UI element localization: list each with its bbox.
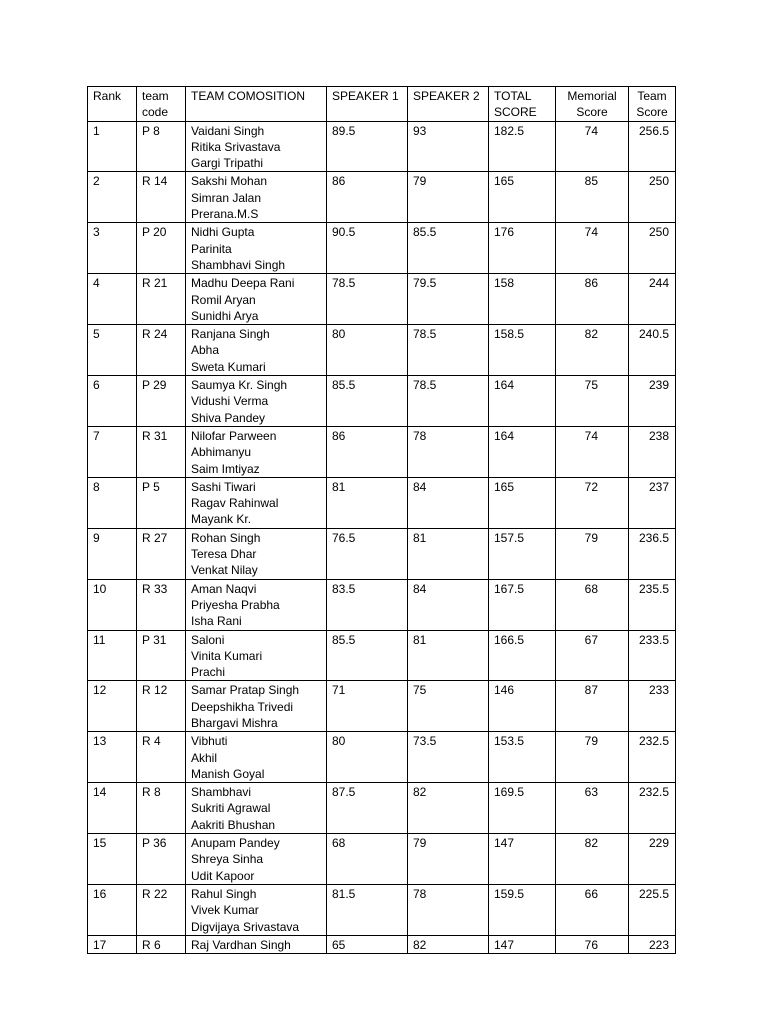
- team-member-name: Isha Rani: [191, 614, 242, 629]
- team-member-name: Shreya Sinha: [191, 852, 264, 867]
- speaker-1-cell: 80: [327, 732, 408, 783]
- rank-cell: 17: [88, 935, 137, 953]
- header-total-score-line: TOTAL: [494, 89, 532, 103]
- team-member-name: Rohan Singh: [191, 530, 261, 545]
- rank-cell: 3: [88, 223, 137, 274]
- header-memorial-score-line: Score: [576, 105, 608, 120]
- total-score-cell: 164: [489, 376, 556, 427]
- team-member-name: Vivek Kumar: [191, 903, 259, 918]
- memorial-score-cell: 82: [556, 834, 629, 885]
- total-score-cell: 165: [489, 477, 556, 528]
- team-member-name: Vidushi Verma: [191, 394, 269, 409]
- team-score-cell: 229: [629, 834, 676, 885]
- total-score-cell: 169.5: [489, 783, 556, 834]
- team-member-name: Raj Vardhan Singh: [191, 937, 291, 952]
- memorial-score-cell: 63: [556, 783, 629, 834]
- total-score-cell: 182.5: [489, 121, 556, 172]
- speaker-2-cell: 73.5: [408, 732, 489, 783]
- memorial-score-cell: 75: [556, 376, 629, 427]
- rank-cell: 13: [88, 732, 137, 783]
- table-row: [88, 172, 676, 223]
- speaker-1-cell: 80: [327, 325, 408, 376]
- header-team-composition: TEAM COMOSITION: [186, 87, 327, 122]
- total-score-cell: 146: [489, 681, 556, 732]
- rank-cell: 4: [88, 274, 137, 325]
- total-score-cell: 167.5: [489, 579, 556, 630]
- header-team-code: [137, 87, 186, 122]
- speaker-2-cell: 79: [408, 834, 489, 885]
- team-member-name: Prachi: [191, 665, 226, 680]
- memorial-score-cell: 82: [556, 325, 629, 376]
- team-score-cell: 244: [629, 274, 676, 325]
- team-composition-cell: [186, 121, 327, 172]
- header-team-code-line: code: [142, 105, 169, 120]
- table-row: [88, 579, 676, 630]
- team-composition-cell: [186, 528, 327, 579]
- team-score-cell: 250: [629, 172, 676, 223]
- team-member-name: Bhargavi Mishra: [191, 715, 278, 730]
- team-member-name: Parinita: [191, 241, 232, 256]
- speaker-1-cell: 90.5: [327, 223, 408, 274]
- team-code-cell: R 21: [137, 274, 186, 325]
- team-code-cell: R 6: [137, 935, 186, 953]
- total-score-cell: 159.5: [489, 884, 556, 935]
- team-composition-cell: [186, 325, 327, 376]
- header-total-score-line: SCORE: [494, 105, 537, 120]
- table-row: [88, 121, 676, 172]
- table-body: [88, 121, 676, 954]
- total-score-cell: 165: [489, 172, 556, 223]
- speaker-2-cell: 79: [408, 172, 489, 223]
- team-score-cell: 239: [629, 376, 676, 427]
- team-composition-cell: [186, 477, 327, 528]
- speaker-1-cell: 81.5: [327, 884, 408, 935]
- team-composition-cell: [186, 783, 327, 834]
- team-composition-cell: [186, 732, 327, 783]
- header-memorial-score: [556, 87, 629, 122]
- total-score-cell: 158: [489, 274, 556, 325]
- team-member-name: Ranjana Singh: [191, 327, 270, 342]
- speaker-1-cell: 76.5: [327, 528, 408, 579]
- team-member-name: Shiva Pandey: [191, 410, 266, 425]
- memorial-score-cell: 67: [556, 630, 629, 681]
- header-total-score: [489, 87, 556, 122]
- memorial-score-cell: 74: [556, 426, 629, 477]
- team-composition-cell: [186, 630, 327, 681]
- team-composition-cell: [186, 681, 327, 732]
- team-code-cell: R 31: [137, 426, 186, 477]
- team-code-cell: R 14: [137, 172, 186, 223]
- team-code-cell: R 24: [137, 325, 186, 376]
- team-member-name: Ragav Rahinwal: [191, 496, 279, 511]
- team-member-name: Sweta Kumari: [191, 359, 266, 374]
- table-row: [88, 884, 676, 935]
- team-member-name: Saim Imtiyaz: [191, 461, 260, 476]
- team-code-cell: R 22: [137, 884, 186, 935]
- memorial-score-cell: 74: [556, 121, 629, 172]
- rank-cell: 1: [88, 121, 137, 172]
- team-composition-cell: [186, 376, 327, 427]
- team-code-cell: P 8: [137, 121, 186, 172]
- total-score-cell: 164: [489, 426, 556, 477]
- team-score-cell: 240.5: [629, 325, 676, 376]
- team-member-name: Mayank Kr.: [191, 512, 252, 527]
- rank-cell: 16: [88, 884, 137, 935]
- team-member-name: Nidhi Gupta: [191, 225, 255, 240]
- speaker-2-cell: 78.5: [408, 325, 489, 376]
- team-code-cell: P 20: [137, 223, 186, 274]
- team-score-cell: 233.5: [629, 630, 676, 681]
- team-code-cell: R 12: [137, 681, 186, 732]
- speaker-1-cell: 78.5: [327, 274, 408, 325]
- total-score-cell: 158.5: [489, 325, 556, 376]
- team-member-name: Digvijaya Srivastava: [191, 919, 300, 934]
- speaker-1-cell: 86: [327, 426, 408, 477]
- speaker-2-cell: 79.5: [408, 274, 489, 325]
- rank-cell: 7: [88, 426, 137, 477]
- team-member-name: Ritika Srivastava: [191, 139, 281, 154]
- memorial-score-cell: 79: [556, 528, 629, 579]
- team-member-name: Abha: [191, 343, 220, 358]
- rank-cell: 15: [88, 834, 137, 885]
- team-composition-cell: [186, 223, 327, 274]
- team-member-name: Prerana.M.S: [191, 207, 259, 222]
- speaker-2-cell: 81: [408, 630, 489, 681]
- speaker-1-cell: 85.5: [327, 376, 408, 427]
- rank-cell: 11: [88, 630, 137, 681]
- table-row: [88, 834, 676, 885]
- team-score-cell: 233: [629, 681, 676, 732]
- table-row: [88, 376, 676, 427]
- team-composition-cell: [186, 426, 327, 477]
- team-member-name: Sukriti Agrawal: [191, 801, 271, 816]
- team-member-name: Rahul Singh: [191, 886, 257, 901]
- total-score-cell: 147: [489, 834, 556, 885]
- team-member-name: Teresa Dhar: [191, 547, 257, 562]
- speaker-2-cell: 75: [408, 681, 489, 732]
- team-score-cell: 238: [629, 426, 676, 477]
- team-member-name: Vibhuti: [191, 734, 228, 749]
- memorial-score-cell: 87: [556, 681, 629, 732]
- memorial-score-cell: 79: [556, 732, 629, 783]
- team-code-cell: P 36: [137, 834, 186, 885]
- memorial-score-cell: 76: [556, 935, 629, 953]
- speaker-1-cell: 86: [327, 172, 408, 223]
- table-row: [88, 274, 676, 325]
- memorial-score-cell: 74: [556, 223, 629, 274]
- team-member-name: Priyesha Prabha: [191, 597, 280, 612]
- speaker-1-cell: 85.5: [327, 630, 408, 681]
- speaker-2-cell: 84: [408, 477, 489, 528]
- team-composition-cell: [186, 274, 327, 325]
- speaker-2-cell: 85.5: [408, 223, 489, 274]
- team-score-cell: 232.5: [629, 732, 676, 783]
- speaker-2-cell: 82: [408, 783, 489, 834]
- team-score-cell: 223: [629, 935, 676, 953]
- table-row: [88, 681, 676, 732]
- header-team-code-line: team: [142, 89, 169, 103]
- memorial-score-cell: 68: [556, 579, 629, 630]
- team-code-cell: R 27: [137, 528, 186, 579]
- team-code-cell: P 31: [137, 630, 186, 681]
- total-score-cell: 153.5: [489, 732, 556, 783]
- team-code-cell: P 29: [137, 376, 186, 427]
- team-score-cell: 232.5: [629, 783, 676, 834]
- speaker-2-cell: 78: [408, 884, 489, 935]
- team-score-cell: 236.5: [629, 528, 676, 579]
- team-member-name: Saloni: [191, 632, 225, 647]
- team-member-name: Madhu Deepa Rani: [191, 276, 295, 291]
- team-member-name: Aakriti Bhushan: [191, 817, 276, 832]
- team-composition-cell: [186, 579, 327, 630]
- speaker-2-cell: 78: [408, 426, 489, 477]
- team-score-cell: 235.5: [629, 579, 676, 630]
- header-team-score-line: Score: [636, 105, 668, 120]
- table-row: [88, 935, 676, 953]
- total-score-cell: 157.5: [489, 528, 556, 579]
- team-member-name: Gargi Tripathi: [191, 156, 264, 171]
- team-member-name: Venkat Nilay: [191, 563, 258, 578]
- table-row: [88, 223, 676, 274]
- team-code-cell: P 5: [137, 477, 186, 528]
- rank-cell: 9: [88, 528, 137, 579]
- team-member-name: Aman Naqvi: [191, 581, 257, 596]
- team-code-cell: R 8: [137, 783, 186, 834]
- header-team-score: [629, 87, 676, 122]
- header-rank: Rank: [88, 87, 137, 122]
- team-score-cell: 237: [629, 477, 676, 528]
- rank-cell: 8: [88, 477, 137, 528]
- team-member-name: Saumya Kr. Singh: [191, 378, 288, 393]
- table-row: [88, 783, 676, 834]
- team-member-name: Romil Aryan: [191, 292, 256, 307]
- team-member-name: Vaidani Singh: [191, 123, 265, 138]
- speaker-2-cell: 93: [408, 121, 489, 172]
- team-member-name: Abhimanyu: [191, 445, 252, 460]
- team-member-name: Nilofar Parween: [191, 428, 277, 443]
- team-score-cell: 250: [629, 223, 676, 274]
- header-speaker-1: SPEAKER 1: [327, 87, 408, 122]
- team-composition-cell: [186, 935, 327, 953]
- team-member-name: Vinita Kumari: [191, 648, 263, 663]
- speaker-1-cell: 89.5: [327, 121, 408, 172]
- rank-cell: 2: [88, 172, 137, 223]
- total-score-cell: 176: [489, 223, 556, 274]
- table-row: [88, 426, 676, 477]
- header-row: [88, 87, 676, 122]
- table-row: [88, 630, 676, 681]
- results-table: [87, 86, 676, 954]
- table-row: [88, 528, 676, 579]
- team-member-name: Manish Goyal: [191, 766, 265, 781]
- team-member-name: Anupam Pandey: [191, 836, 280, 851]
- team-member-name: Shambhavi Singh: [191, 257, 286, 272]
- speaker-2-cell: 81: [408, 528, 489, 579]
- table-row: [88, 732, 676, 783]
- speaker-1-cell: 87.5: [327, 783, 408, 834]
- team-member-name: Shambhavi: [191, 785, 252, 800]
- rank-cell: 14: [88, 783, 137, 834]
- team-composition-cell: [186, 172, 327, 223]
- team-member-name: Sakshi Mohan: [191, 174, 268, 189]
- total-score-cell: 166.5: [489, 630, 556, 681]
- memorial-score-cell: 86: [556, 274, 629, 325]
- speaker-1-cell: 81: [327, 477, 408, 528]
- table-row: [88, 325, 676, 376]
- team-composition-cell: [186, 884, 327, 935]
- speaker-2-cell: 78.5: [408, 376, 489, 427]
- speaker-2-cell: 84: [408, 579, 489, 630]
- rank-cell: 12: [88, 681, 137, 732]
- memorial-score-cell: 72: [556, 477, 629, 528]
- speaker-1-cell: 65: [327, 935, 408, 953]
- memorial-score-cell: 85: [556, 172, 629, 223]
- speaker-1-cell: 71: [327, 681, 408, 732]
- speaker-1-cell: 68: [327, 834, 408, 885]
- team-member-name: Sunidhi Arya: [191, 308, 259, 323]
- speaker-1-cell: 83.5: [327, 579, 408, 630]
- team-composition-cell: [186, 834, 327, 885]
- team-member-name: Simran Jalan: [191, 190, 262, 205]
- rank-cell: 5: [88, 325, 137, 376]
- team-score-cell: 256.5: [629, 121, 676, 172]
- rank-cell: 10: [88, 579, 137, 630]
- header-memorial-score-line: Memorial: [567, 89, 617, 103]
- team-member-name: Udit Kapoor: [191, 868, 255, 883]
- team-member-name: Samar Pratap Singh: [191, 683, 300, 698]
- team-code-cell: R 4: [137, 732, 186, 783]
- team-member-name: Deepshikha Trivedi: [191, 699, 294, 714]
- header-speaker-2: SPEAKER 2: [408, 87, 489, 122]
- header-team-score-line: Team: [637, 89, 667, 103]
- rank-cell: 6: [88, 376, 137, 427]
- team-member-name: Sashi Tiwari: [191, 479, 256, 494]
- team-score-cell: 225.5: [629, 884, 676, 935]
- team-code-cell: R 33: [137, 579, 186, 630]
- memorial-score-cell: 66: [556, 884, 629, 935]
- speaker-2-cell: 82: [408, 935, 489, 953]
- table-row: [88, 477, 676, 528]
- team-member-name: Akhil: [191, 750, 218, 765]
- total-score-cell: 147: [489, 935, 556, 953]
